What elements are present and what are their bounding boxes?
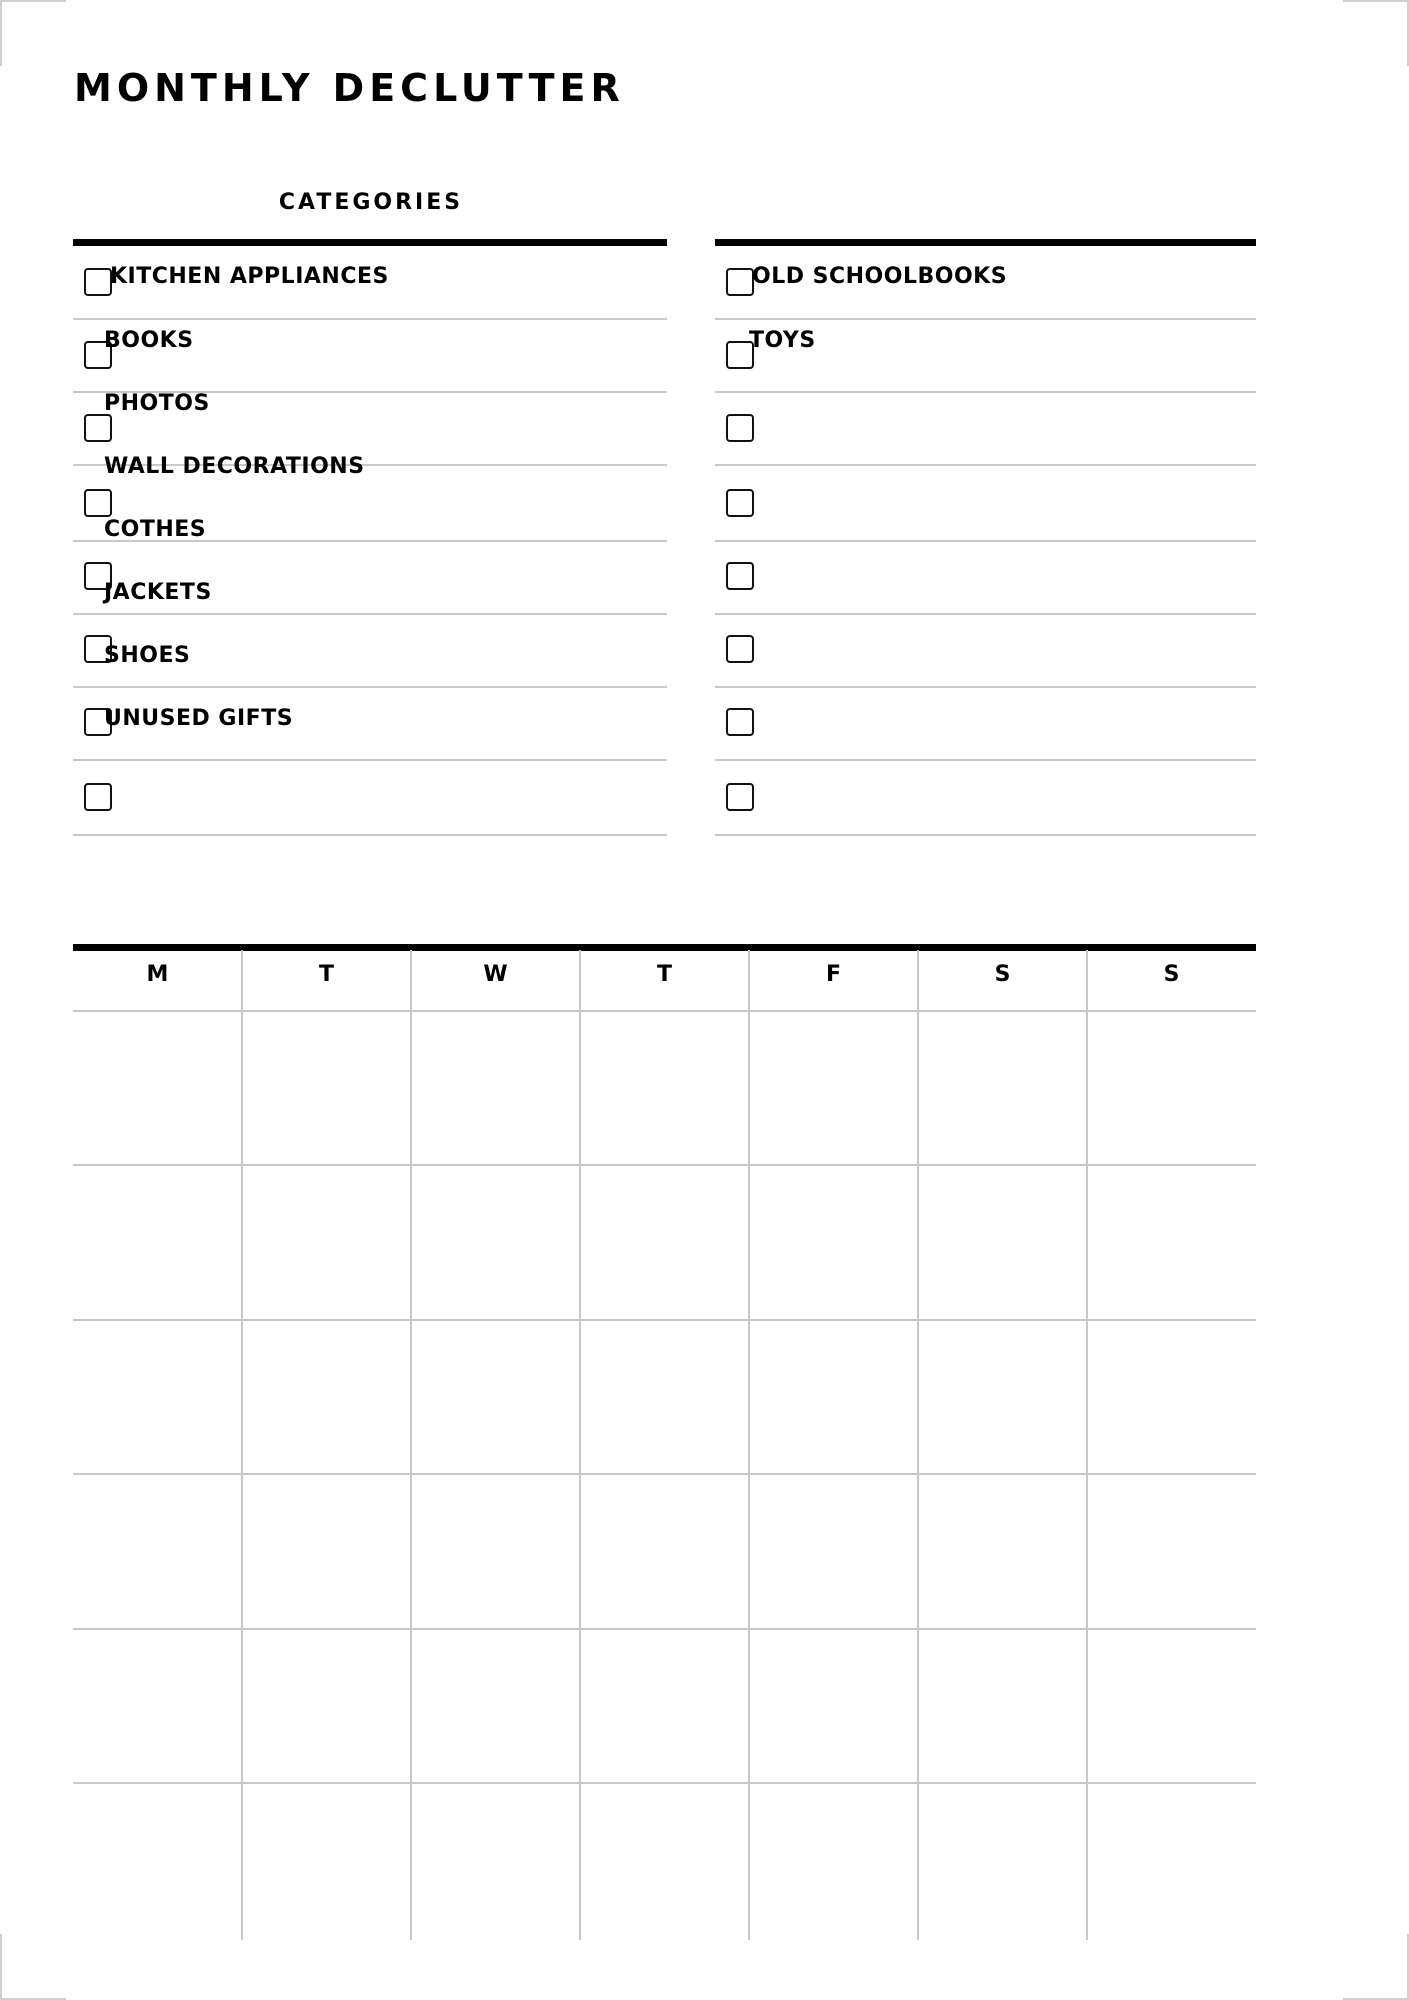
- calendar-row-line: [73, 1782, 1256, 1784]
- right-list-top-rule: [715, 239, 1256, 246]
- row-divider: [715, 391, 1256, 393]
- calendar-row-line: [73, 1628, 1256, 1630]
- weekday-header: S: [1163, 962, 1180, 987]
- calendar-row-line: [73, 1319, 1256, 1321]
- category-label: OLD SCHOOLBOOKS: [752, 264, 1008, 289]
- calendar-column-line: [241, 950, 243, 1940]
- checkbox[interactable]: [84, 783, 112, 811]
- calendar-column-line: [748, 950, 750, 1940]
- row-divider: [715, 834, 1256, 836]
- category-label: UNUSED GIFTS: [104, 706, 294, 731]
- calendar-top-rule: [73, 944, 1256, 951]
- category-label: SHOES: [104, 643, 191, 668]
- row-divider: [715, 464, 1256, 466]
- left-list-top-rule: [73, 239, 667, 246]
- category-label: TOYS: [749, 328, 816, 353]
- checkbox[interactable]: [84, 489, 112, 517]
- category-label: BOOKS: [104, 328, 194, 353]
- row-divider: [73, 686, 667, 688]
- checkbox[interactable]: [726, 562, 754, 590]
- calendar-row-line: [73, 1010, 1256, 1012]
- checkbox[interactable]: [726, 414, 754, 442]
- row-divider: [715, 318, 1256, 320]
- checkbox[interactable]: [84, 414, 112, 442]
- checkbox[interactable]: [726, 708, 754, 736]
- category-label: PHOTOS: [104, 391, 210, 416]
- row-divider: [715, 540, 1256, 542]
- weekday-header: F: [825, 962, 842, 987]
- category-label: JACKETS: [104, 580, 212, 605]
- crop-mark: [0, 1934, 2, 2000]
- row-divider: [73, 613, 667, 615]
- checkbox[interactable]: [84, 268, 112, 296]
- weekday-header: S: [994, 962, 1011, 987]
- calendar-column-line: [410, 950, 412, 1940]
- weekday-header: W: [483, 962, 508, 987]
- category-label: WALL DECORATIONS: [104, 454, 365, 479]
- checkbox[interactable]: [726, 783, 754, 811]
- weekday-header: T: [318, 962, 334, 987]
- calendar-row-line: [73, 1473, 1256, 1475]
- crop-mark: [0, 0, 66, 2]
- page-title: MONTHLY DECLUTTER: [74, 66, 625, 110]
- weekday-header: T: [656, 962, 672, 987]
- checkbox[interactable]: [726, 489, 754, 517]
- row-divider: [715, 613, 1256, 615]
- crop-mark: [1343, 0, 1409, 2]
- category-label: KITCHEN APPLIANCES: [110, 264, 389, 289]
- crop-mark: [0, 0, 2, 66]
- checkbox[interactable]: [726, 268, 754, 296]
- calendar-row-line: [73, 1164, 1256, 1166]
- checkbox[interactable]: [726, 635, 754, 663]
- calendar-column-line: [917, 950, 919, 1940]
- row-divider: [715, 759, 1256, 761]
- row-divider: [73, 318, 667, 320]
- category-label: COTHES: [104, 517, 207, 542]
- calendar-column-line: [579, 950, 581, 1940]
- row-divider: [73, 759, 667, 761]
- categories-heading: CATEGORIES: [278, 190, 464, 215]
- weekday-header: M: [146, 962, 169, 987]
- row-divider: [73, 834, 667, 836]
- row-divider: [715, 686, 1256, 688]
- calendar-column-line: [1086, 950, 1088, 1940]
